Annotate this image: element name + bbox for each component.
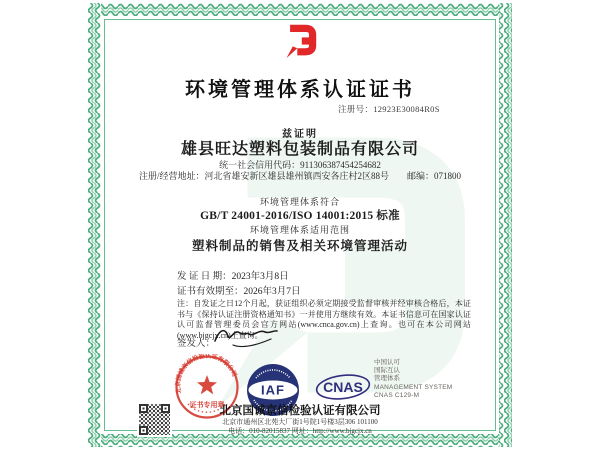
footer-address: 北京市通州区北苑大厂街1号院1号楼3层306 101100 [222, 418, 378, 426]
valid-until: 证书有效期至：2026年3月7日 [177, 286, 301, 297]
scope-label: 环境管理体系适用范围 [249, 225, 350, 235]
registration-number: 注册号：12923E30084R0S [338, 104, 440, 114]
certificate-title: 环境管理体系认证证书 [185, 79, 415, 101]
scope-line: 塑料制品的销售及相关环境管理活动 [191, 239, 408, 253]
iaf-label: IAF [261, 382, 285, 398]
standard-line: GB/T 24001-2016/ISO 14001:2015 标准 [200, 210, 400, 222]
issue-date: 发 证 日 期：2023年3月8日 [177, 272, 289, 282]
credit-code: 统一社会信用代码：911306387454254682 [219, 160, 381, 170]
footer-company: 北京国诚京信检验认证有限公司 [219, 405, 381, 417]
cnas-line-2: 国际互认 [374, 367, 400, 375]
date-block [177, 270, 301, 299]
certificate-content [88, 3, 512, 447]
certify-label: 兹证明 [282, 129, 318, 140]
address-row [88, 169, 512, 182]
company-name: 雄县旺达塑料包装制品有限公司 [180, 141, 419, 158]
g-logo-icon [282, 21, 318, 61]
cnas-accreditation-block [374, 359, 452, 400]
note-text: 注：自发证之日12个月起，获证组织必须定期接受监督审核并经审核合格后，本证书与《保持认证注册资格通知书》一并使用方继续有效。本证书信息可在国家认证认可监督管理委员会官方网站(www.cnca.gov.cn)上查询。也可在本公司网站(www.bjgcjx.cn)上查询。 [177, 299, 471, 340]
company-address: 注册/经营地址：河北省雄安新区雄县雄州镇西安各庄村2区88号 [138, 171, 389, 181]
conformity-line: 环境管理体系符合 [259, 197, 340, 207]
signer-label: 签发人： [177, 339, 216, 349]
footer-contact: 电话：010-82015837 网址：http://www.bjgcjx.cn [228, 427, 372, 435]
postcode: 邮编：071800 [407, 171, 462, 181]
certificate [88, 3, 512, 447]
cnas-line-3: 管理体系 [374, 375, 400, 383]
signature-icon [213, 322, 279, 357]
cnas-line-1: 中国认可 [374, 359, 400, 366]
seal-ring-text: 北京国诚京信检验认证有限公司 [175, 354, 237, 394]
cnas-line-4: MANAGEMENT SYSTEM [374, 383, 453, 391]
cnas-line-5: CNAS C129-M [374, 391, 420, 399]
seal-center-text: 证书专用章 [189, 401, 225, 409]
cnas-label: CNAS [323, 379, 363, 395]
